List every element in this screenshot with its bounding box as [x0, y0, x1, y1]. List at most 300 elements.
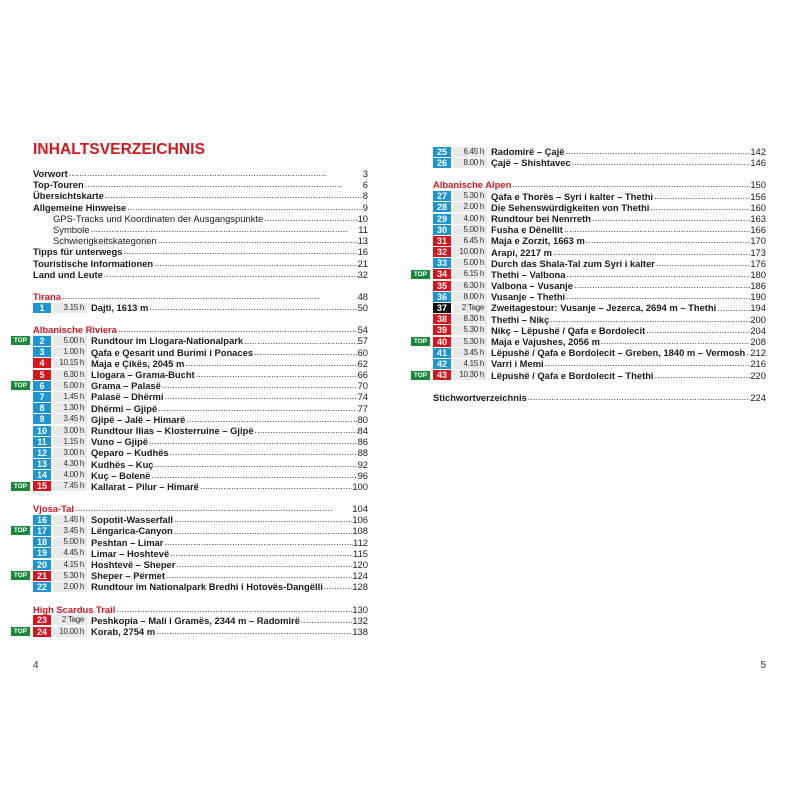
tour-entry[interactable] [13, 335, 368, 347]
tour-title: Valbona – Vusanje [491, 280, 573, 292]
tour-duration: 3.00 h [53, 426, 87, 436]
tour-page: 57 [357, 335, 368, 347]
tour-entry[interactable] [433, 347, 766, 358]
tour-title: Limar – Hoshtevë [91, 547, 170, 559]
tour-duration: 2.00 h [53, 582, 87, 592]
tour-number-badge: 21 [33, 571, 51, 581]
entry-page: 54 [357, 324, 368, 336]
tour-page: 74 [357, 391, 368, 403]
tour-entry[interactable] [33, 447, 368, 458]
tour-duration: 10.00 h [53, 627, 87, 637]
entry-label: Allgemeine Hinweise [33, 201, 127, 213]
tour-entry[interactable] [33, 302, 368, 313]
tour-page: 194 [750, 302, 766, 314]
entry-page: 10 [357, 212, 368, 224]
toc-entry[interactable] [33, 258, 368, 269]
tour-page: 112 [353, 536, 368, 548]
tour-title: Llogara – Grama-Bucht [91, 369, 195, 380]
tour-page: 62 [357, 357, 368, 369]
dot-leader [545, 358, 751, 369]
tour-entry[interactable] [433, 202, 766, 213]
tour-title: Maja e Zorzit, 1663 m [491, 235, 585, 247]
entry-page: 16 [357, 246, 368, 258]
tour-entry[interactable] [33, 403, 368, 414]
tour-duration: 8.00 h [453, 158, 487, 168]
tour-title: Peshkopia – Mali i Gramës, 2344 m – Radomirë [91, 614, 300, 626]
dot-leader [572, 157, 751, 168]
entry-page: 104 [352, 503, 368, 515]
tour-title: Rundtour im Nationalpark Bredhi i Hotovës-Dangëlli [91, 581, 323, 593]
tour-number-badge: 6 [33, 381, 51, 391]
dot-leader [149, 302, 357, 313]
tour-page: 160 [750, 201, 766, 213]
tour-title: Durch das Shala-Tal zum Syri i kalter [491, 257, 655, 269]
tour-page: 208 [750, 336, 766, 347]
tour-page: 115 [353, 547, 368, 559]
tour-duration: 1.15 h [53, 437, 87, 447]
top-badge: TOP [11, 627, 30, 636]
top-badge: TOP [411, 337, 430, 346]
tour-page: 60 [357, 346, 368, 358]
tour-duration: 8.00 h [453, 292, 487, 302]
tour-page: 84 [357, 424, 368, 436]
tour-number-badge: 25 [433, 147, 451, 157]
tour-duration: 5.30 h [453, 337, 487, 347]
tour-entry[interactable] [433, 258, 766, 269]
tour-title: Korab, 2754 m [91, 625, 156, 637]
tour-title: Palasë – Dhërmi [91, 391, 164, 403]
entry-label: Vorwort [33, 168, 68, 179]
tour-number-badge: 15 [33, 481, 51, 491]
tour-duration: 1.45 h [53, 392, 87, 402]
tour-number-badge: 3 [33, 347, 51, 357]
dot-leader [170, 548, 353, 559]
tour-number-badge: 37 [433, 303, 451, 313]
tour-page: 180 [750, 268, 766, 280]
dot-leader [151, 470, 357, 481]
tour-page: 80 [357, 413, 368, 425]
tour-entry[interactable] [433, 247, 766, 258]
entry-label: Top-Touren [33, 179, 84, 191]
dot-leader [654, 191, 750, 202]
tour-duration: 2.00 h [453, 202, 487, 212]
dot-leader [301, 615, 352, 626]
dot-leader [656, 258, 750, 269]
dot-leader [154, 258, 357, 269]
tour-duration: 1.45 h [53, 515, 87, 525]
tour-entry[interactable] [33, 470, 368, 481]
tour-title: Radomirë – Çajë [491, 146, 565, 157]
tour-number-badge: 8 [33, 403, 51, 413]
dot-leader [149, 436, 358, 447]
tour-number-badge: 17 [33, 526, 51, 536]
tour-entry[interactable] [433, 213, 766, 224]
entry-label: Symbole [53, 223, 90, 235]
dot-leader [69, 168, 363, 179]
dot-leader [166, 570, 352, 581]
tour-duration: 8.30 h [453, 314, 487, 324]
page-number-right: 5 [760, 660, 766, 671]
dot-leader [646, 325, 750, 336]
dot-leader [127, 202, 363, 213]
dot-leader [255, 425, 358, 436]
tour-number-badge: 31 [433, 236, 451, 246]
tour-page: 50 [357, 302, 368, 314]
tour-number-badge: 29 [433, 214, 451, 224]
top-badge: TOP [11, 381, 30, 390]
tour-page: 204 [750, 324, 766, 336]
tour-title: Arapi, 2217 m [491, 246, 552, 258]
tour-entry[interactable] [433, 314, 766, 325]
tour-page: 212 [750, 347, 766, 359]
tour-number-badge: 33 [433, 258, 451, 268]
dot-leader [717, 303, 750, 314]
tour-entry[interactable] [433, 358, 766, 369]
tour-entry[interactable] [433, 191, 766, 202]
tour-duration: 5.30 h [453, 191, 487, 201]
dot-leader [586, 235, 751, 246]
tour-duration: 4.30 h [53, 459, 87, 469]
entry-page: 6 [362, 179, 368, 191]
tour-duration: 5.00 h [53, 381, 87, 391]
toc-entry[interactable] [433, 392, 766, 403]
tour-number-badge: 11 [33, 437, 51, 447]
dot-leader [174, 514, 352, 525]
tour-title: Kudhës – Kuç [91, 458, 154, 470]
left-page [13, 0, 368, 800]
tour-number-badge: 35 [433, 281, 451, 291]
tour-page: 138 [352, 625, 368, 637]
tour-page: 88 [357, 447, 368, 459]
tour-duration: 5.00 h [453, 258, 487, 268]
tour-entry[interactable] [33, 347, 368, 358]
tour-number-badge: 40 [433, 337, 451, 347]
tour-duration: 6.30 h [53, 370, 87, 380]
tour-duration: 5.30 h [53, 571, 87, 581]
toc-entry[interactable] [33, 179, 368, 190]
tour-number-badge: 30 [433, 225, 451, 235]
toc-entry[interactable] [433, 179, 766, 190]
dot-leader [574, 280, 750, 291]
toc-entry[interactable] [33, 168, 368, 179]
dot-leader [155, 459, 358, 470]
dot-leader [185, 358, 357, 369]
tour-page: 156 [750, 190, 766, 202]
tour-entry[interactable] [33, 514, 368, 525]
tour-number-badge: 34 [433, 269, 451, 279]
tour-title: Rundtour bei Nenrreth [491, 212, 591, 224]
tour-duration: 2 Tage [453, 303, 487, 313]
dot-leader [90, 224, 358, 235]
tour-duration: 7.45 h [53, 481, 87, 491]
tour-title: Qafa e Qesarit und Burimi i Ponaces [91, 346, 254, 358]
tour-entry[interactable] [433, 224, 766, 235]
tour-entry[interactable] [433, 280, 766, 291]
tour-page: 186 [750, 280, 766, 292]
entry-label: Vjosa-Tal [33, 503, 74, 515]
tour-title: Vuno – Gjipë [91, 436, 148, 448]
tour-entry[interactable] [33, 369, 368, 380]
tour-number-badge: 39 [433, 325, 451, 335]
tour-page: 216 [750, 358, 766, 370]
tour-page: 146 [750, 157, 766, 169]
entry-label: Schwierigkeitskategorien [53, 235, 157, 247]
spacer [33, 492, 368, 503]
tour-title: Die Sehenswürdigkeiten von Thethi [491, 201, 650, 213]
dot-leader [324, 581, 353, 592]
dot-leader [196, 369, 358, 380]
tour-duration: 3.45 h [453, 348, 487, 358]
tour-entry[interactable] [433, 157, 766, 168]
tour-page: 173 [750, 246, 766, 258]
tour-title: Kallarat – Pilur – Himarë [91, 480, 199, 492]
spacer [33, 593, 368, 604]
tour-duration: 5.00 h [53, 537, 87, 547]
tour-entry[interactable] [413, 336, 766, 347]
tour-number-badge: 36 [433, 292, 451, 302]
dot-leader [186, 414, 357, 425]
spacer [33, 313, 368, 324]
dot-leader [244, 336, 357, 347]
top-badge: TOP [11, 336, 30, 345]
tour-duration: 1.00 h [53, 347, 87, 357]
tour-number-badge: 26 [433, 158, 451, 168]
tour-duration: 10.15 h [53, 358, 87, 368]
tour-number-badge: 13 [33, 459, 51, 469]
tour-entry[interactable] [433, 146, 766, 157]
tour-duration: 4.00 h [453, 214, 487, 224]
tour-page: 200 [750, 313, 766, 325]
tour-entry[interactable] [33, 391, 368, 402]
toc-entry[interactable] [33, 235, 368, 246]
dot-leader [123, 246, 357, 257]
dot-leader [655, 370, 751, 381]
top-badge: TOP [11, 571, 30, 580]
entry-label: Tipps für unterwegs [33, 246, 123, 258]
tour-number-badge: 20 [33, 560, 51, 570]
tour-number-badge: 22 [33, 582, 51, 592]
tour-duration: 3.45 h [53, 526, 87, 536]
dot-leader [200, 481, 352, 492]
toc-left [13, 168, 368, 637]
entry-page: 224 [750, 391, 766, 403]
dot-leader [164, 391, 357, 402]
dot-leader [174, 526, 353, 537]
tour-entry[interactable] [33, 358, 368, 369]
tour-number-badge: 27 [433, 191, 451, 201]
entry-label: High Scardus Trail [33, 603, 116, 615]
dot-leader [650, 202, 750, 213]
tour-title: Nikç – Lëpushë / Qafa e Bordolecit [491, 324, 646, 336]
page-number-left: 4 [33, 660, 39, 671]
dot-leader [264, 213, 357, 224]
dot-leader [156, 626, 352, 637]
entry-label: Stichwortverzeichnis [433, 391, 527, 403]
tour-title: Sheper – Përmet [91, 570, 165, 582]
tour-page: 142 [750, 146, 766, 157]
tour-duration: 6.45 h [453, 147, 487, 157]
tour-entry[interactable] [33, 436, 368, 447]
dot-leader [75, 503, 352, 514]
entry-page: 21 [357, 257, 368, 269]
tour-page: 170 [750, 235, 766, 247]
dot-leader [62, 291, 358, 302]
toc-entry[interactable] [33, 190, 368, 201]
tour-number-badge: 23 [33, 615, 51, 625]
toc-entry[interactable] [33, 291, 368, 302]
tour-entry[interactable] [33, 459, 368, 470]
tour-entry[interactable] [13, 480, 368, 492]
dot-leader [550, 314, 750, 325]
toc-entry[interactable] [33, 324, 368, 335]
tour-page: 163 [750, 212, 766, 224]
tour-entry[interactable] [33, 537, 368, 548]
tour-title: Dhërmi – Gjipë [91, 402, 158, 414]
entry-page: 3 [362, 168, 368, 179]
entry-label: Tirana [33, 290, 61, 302]
tour-title: Lëngarica-Canyon [91, 525, 173, 537]
tour-page: 190 [750, 291, 766, 303]
dot-leader [512, 179, 750, 190]
tour-page: 100 [352, 480, 368, 492]
tour-entry[interactable] [13, 525, 368, 537]
tour-number-badge: 7 [33, 392, 51, 402]
dot-leader [553, 247, 750, 258]
tour-duration: 6.45 h [453, 236, 487, 246]
tour-title: Maja e Vajushes, 2056 m [491, 336, 600, 347]
entry-label: Übersichtskarte [33, 190, 104, 202]
tour-duration: 10.30 h [453, 370, 487, 380]
tour-title: Grama – Palasë [91, 380, 161, 392]
tour-number-badge: 38 [433, 314, 451, 324]
tour-entry[interactable] [33, 615, 368, 626]
tour-duration: 5.00 h [53, 336, 87, 346]
tour-title: Dajti, 1613 m [91, 302, 149, 314]
tour-page: 166 [750, 224, 766, 236]
tour-title: Fusha e Dënellit [491, 224, 563, 236]
tour-entry[interactable] [413, 369, 766, 381]
entry-label: GPS-Tracks und Koordinaten der Ausgangspunkte [53, 212, 264, 224]
tour-number-badge: 19 [33, 548, 51, 558]
tour-title: Hoshtevë – Sheper [91, 559, 176, 570]
toc-entry[interactable] [33, 503, 368, 514]
tour-duration: 3.15 h [53, 303, 87, 313]
dot-leader [164, 537, 353, 548]
tour-duration: 4.45 h [53, 548, 87, 558]
tour-page: 70 [357, 380, 368, 392]
tour-duration: 6.30 h [453, 281, 487, 291]
tour-title: Gjipë – Jalë – Himarë [91, 413, 186, 425]
tour-number-badge: 1 [33, 303, 51, 313]
entry-page: 130 [352, 603, 368, 615]
tour-duration: 6.15 h [453, 269, 487, 279]
tour-number-badge: 42 [433, 359, 451, 369]
dot-leader [528, 392, 751, 403]
toc-entry[interactable] [33, 604, 368, 615]
tour-entry[interactable] [33, 559, 368, 570]
tour-title: Peshtan – Limar [91, 536, 164, 548]
dot-leader [105, 190, 363, 201]
tour-entry[interactable] [433, 291, 766, 302]
tour-entry[interactable] [33, 548, 368, 559]
tour-entry[interactable] [433, 235, 766, 246]
tour-entry[interactable] [433, 302, 766, 313]
toc-entry[interactable] [33, 269, 368, 280]
tour-entry[interactable] [13, 570, 368, 582]
toc-entry[interactable] [33, 246, 368, 257]
dot-leader [176, 559, 352, 570]
tour-entry[interactable] [33, 414, 368, 425]
dot-leader [564, 224, 750, 235]
tour-number-badge: 18 [33, 537, 51, 547]
tour-number-badge: 9 [33, 414, 51, 424]
toc-entry[interactable] [33, 202, 368, 213]
toc-entry[interactable] [33, 224, 368, 235]
dot-leader [104, 269, 358, 280]
toc-entry[interactable] [33, 213, 368, 224]
tour-title: Çajë – Shishtavec [491, 157, 571, 169]
entry-page: 32 [357, 268, 368, 280]
tour-duration: 4.00 h [53, 470, 87, 480]
tour-title: Rundtour Ilias – Klosterruine – Gjipë [91, 424, 254, 436]
tour-entry[interactable] [13, 380, 368, 392]
top-badge: TOP [11, 482, 30, 491]
dot-leader [567, 269, 751, 280]
tour-number-badge: 5 [33, 370, 51, 380]
dot-leader [601, 336, 750, 347]
dot-leader [158, 403, 357, 414]
entry-page: 48 [357, 290, 368, 302]
tour-page: 66 [357, 369, 368, 380]
entry-page: 11 [358, 223, 368, 235]
dot-leader [85, 179, 363, 190]
tour-duration: 10.00 h [453, 247, 487, 257]
tour-title: Lëpushë / Qafa e Bordolecit – Greben, 1840 m – Vermosh [491, 347, 746, 359]
tour-title: Maja e Çikës, 2045 m [91, 357, 185, 369]
tour-title: Lëpushë / Qafa e Bordolecit – Thethi [491, 369, 654, 381]
entry-label: Albanische Alpen [433, 179, 512, 191]
top-badge: TOP [411, 270, 430, 279]
tour-title: Thethi – Nikç [491, 313, 550, 325]
tour-number-badge: 10 [33, 426, 51, 436]
right-page [413, 0, 766, 800]
tour-page: 128 [352, 581, 368, 593]
spacer [33, 280, 368, 291]
tour-page: 120 [352, 559, 368, 570]
tour-page: 106 [352, 514, 368, 526]
entry-label: Albanische Riviera [33, 324, 117, 336]
tour-number-badge: 28 [433, 202, 451, 212]
tour-page: 92 [357, 458, 368, 470]
entry-label: Touristische Informationen [33, 257, 154, 269]
tour-entry[interactable] [33, 581, 368, 592]
tour-entry[interactable] [33, 425, 368, 436]
entry-page: 8 [362, 190, 368, 202]
dot-leader [566, 291, 750, 302]
tour-number-badge: 24 [33, 627, 51, 637]
tour-number-badge: 41 [433, 348, 451, 358]
entry-page: 9 [362, 201, 368, 213]
tour-entry[interactable] [413, 268, 766, 280]
tour-page: 176 [750, 257, 766, 269]
dot-leader [158, 235, 358, 246]
dot-leader [565, 146, 750, 157]
tour-title: Thethi – Valbona [491, 268, 566, 280]
page-title: INHALTSVERZEICHNIS [33, 141, 206, 158]
tour-entry[interactable] [433, 325, 766, 336]
tour-title: Zweitagestour: Vusanje – Jezerca, 2694 m – Thethi [491, 302, 717, 314]
tour-entry[interactable] [13, 625, 368, 637]
